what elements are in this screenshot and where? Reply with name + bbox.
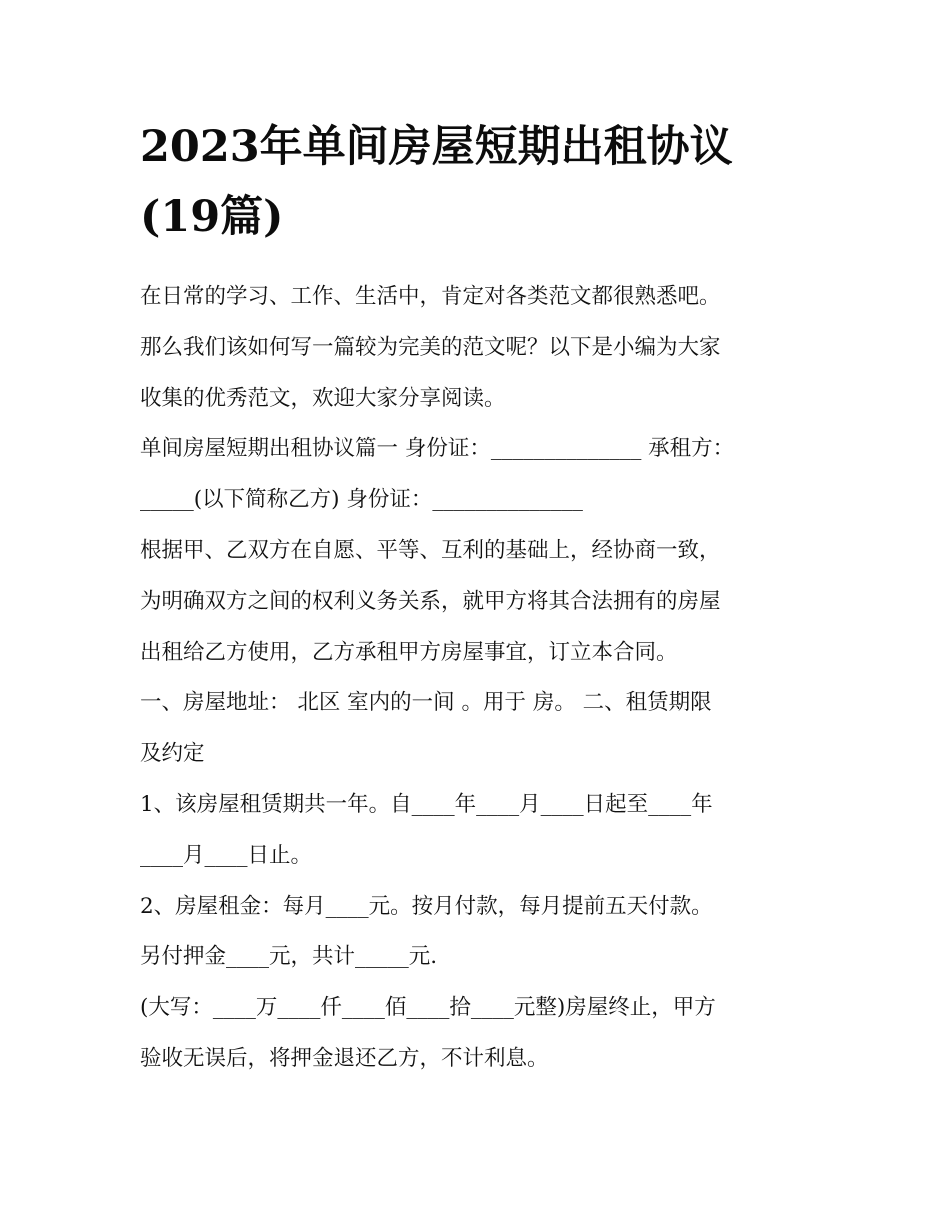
- body-line: ____月____日止。: [140, 842, 313, 868]
- body-line: 一、房屋地址： 北区 室内的一间 。用于 房。 二、租赁期限: [140, 690, 712, 716]
- title-line-2: (19篇): [140, 192, 284, 242]
- document-page: [140, 112, 820, 1085]
- body-line: 及约定: [140, 741, 205, 767]
- body-line: 单间房屋短期出租协议篇一 身份证：______________ 承租方：: [140, 436, 735, 462]
- body-line: 2、房屋租金：每月____元。按月付款，每月提前五天付款。: [140, 893, 713, 919]
- body-line: 根据甲、乙双方在自愿、平等、互利的基础上，经协商一致，: [140, 537, 721, 563]
- body-line: 那么我们该如何写一篇较为完美的范文呢？以下是小编为大家: [140, 334, 721, 360]
- body-line: 另付押金____元，共计_____元.: [140, 944, 438, 970]
- document-body: [140, 272, 820, 1085]
- body-line: (大写：____万____仟____佰____拾____元整)房屋终止，甲方: [140, 995, 716, 1021]
- body-line: 为明确双方之间的权利义务关系，就甲方将其合法拥有的房屋: [140, 588, 721, 614]
- document-title: [140, 112, 820, 252]
- body-line: 出租给乙方使用，乙方承租甲方房屋事宜，订立本合同。: [140, 639, 678, 665]
- title-line-1: 2023年单间房屋短期出租协议: [140, 122, 733, 172]
- body-line: 验收无误后，将押金退还乙方，不计利息。: [140, 1045, 549, 1071]
- body-line: 在日常的学习、工作、生活中，肯定对各类范文都很熟悉吧。: [140, 284, 721, 309]
- body-line: _____(以下简称乙方) 身份证：______________: [140, 487, 583, 513]
- body-line: 1、该房屋租赁期共一年。自____年____月____日起至____年: [140, 791, 713, 817]
- body-line: 收集的优秀范文，欢迎大家分享阅读。: [140, 385, 506, 411]
